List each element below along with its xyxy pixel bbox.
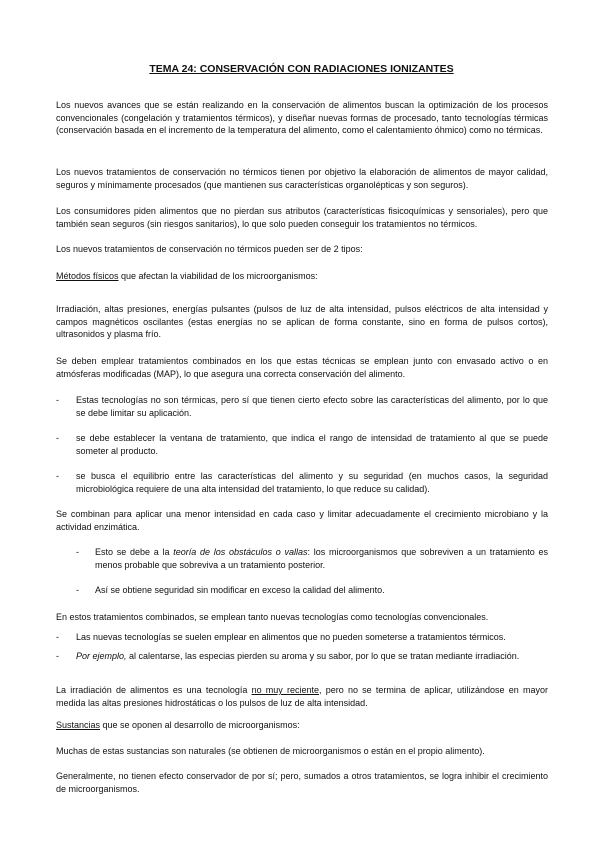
- paragraph-combined-treatments: Se deben emplear tratamientos combinados en los que estas técnicas se emplean junto con envasado activo o en atmósferas modificadas (MAP), lo que asegura una correcta conservación del alimento.: [56, 356, 548, 379]
- not-very-recent-text: no muy reciente: [251, 685, 320, 695]
- irradiation-text-a: La irradiación de alimentos es una tecnología: [56, 685, 252, 695]
- paragraph-no-preservative-effect: Generalmente, no tienen efecto conservador de por sí; pero, sumados a otros tratamientos, se logra inhibir el crecimiento de microorganismos.: [56, 771, 548, 794]
- irradiation-text-b: , pero no se termina de aplicar, utilizándose en mayor medida las altas presiones hidrostáticas o los pulsos de luz de alta intensidad.: [56, 685, 548, 708]
- list-item-example: [76, 650, 548, 663]
- page-title: TEMA 24: CONSERVACIÓN CON RADIACIONES IONIZANTES: [149, 63, 454, 75]
- heading-substances: [56, 719, 548, 732]
- list-item: Estas tecnologías no son térmicas, pero sí que tienen cierto efecto sobre las características del alimento, por lo que se debe limitar su aplicación.: [76, 395, 548, 418]
- list-item: se debe establecer la ventana de tratamiento, que indica el rango de intensidad de tratamiento al que se puede someter al producto.: [76, 433, 548, 456]
- paragraph-combine-lower-intensity: Se combinan para aplicar una menor intensidad en cada caso y limitar adecuadamente el crecimiento microbiano y la actividad enzimática.: [56, 509, 548, 532]
- bullet-marker: -: [76, 585, 79, 595]
- bullet-marker: -: [56, 471, 59, 481]
- list-item: se busca el equilibrio entre las características del alimento y su seguridad (en muchos casos, la seguridad microbiológica requiere de una alta intensidad del tratamiento, lo que reduce su calidad).: [76, 471, 548, 494]
- substances-label: Sustancias: [56, 720, 101, 730]
- paragraph-two-types: Los nuevos tratamientos de conservación no térmicos pueden ser de 2 tipos:: [56, 244, 363, 254]
- physical-methods-label: Métodos físicos: [56, 271, 119, 281]
- paragraph-consumers: Los consumidores piden alimentos que no pierdan sus atributos (características fisicoquímicas y sensoriales), pero que también sean seguros (sin riesgos sanitarios), lo que solo pueden conseguir los tratamientos no térmicos.: [56, 206, 548, 229]
- substances-rest: que se oponen al desarrollo de microorganismos:: [100, 720, 300, 730]
- physical-methods-rest: que afectan la viabilidad de los microorganismos:: [118, 271, 318, 281]
- paragraph-physical-list: Irradiación, altas presiones, energías pulsantes (pulsos de luz de alta intensidad, pulsos eléctricos de alta intensidad y campos magnéticos oscilantes (estas energías no se aplican de forma constante, sino en forma de pulsos cortos), ultrasonidos y plasma frío.: [56, 304, 548, 340]
- bullet-marker: -: [56, 651, 59, 661]
- bullet-marker: -: [56, 632, 59, 642]
- paragraph-irradiation: [56, 684, 548, 709]
- paragraph-combined-technologies: En estos tratamientos combinados, se emplean tanto nuevas tecnologías como tecnologías convencionales.: [56, 612, 489, 622]
- paragraph-natural-substances: Muchas de estas sustancias son naturales (se obtienen de microorganismos o están en el propio alimento).: [56, 746, 485, 756]
- list-item: Las nuevas tecnologías se suelen emplear en alimentos que no pueden someterse a tratamientos térmicos.: [76, 632, 506, 642]
- bullet-marker: -: [56, 395, 59, 405]
- list-item: Así se obtiene seguridad sin modificar en exceso la calidad del alimento.: [95, 585, 385, 595]
- paragraph-non-thermal-objective: Los nuevos tratamientos de conservación no térmicos tienen por objetivo la elaboración de alimentos de mayor calidad, seguros y mínimamente procesados (que mantienen sus características organolépticas y son seguros).: [56, 167, 548, 190]
- bullet-marker: -: [76, 547, 79, 557]
- example-label: Por ejemplo,: [76, 651, 127, 661]
- hurdle-text-a: Esto se debe a la: [95, 547, 174, 557]
- paragraph-intro: Los nuevos avances que se están realizando en la conservación de alimentos buscan la optimización de los procesos convencionales (congelación y tratamientos térmicos), y diseñar nuevas formas de procesado, tanto tecnologías térmicas (conservación basada en el incremento de la temperatura del alimento, como el calentamiento óhmico) como no térmicas.: [56, 100, 548, 136]
- list-item-hurdle-theory: [95, 546, 548, 571]
- hurdle-theory-term: teoría de los obstáculos o vallas: [173, 547, 308, 557]
- heading-physical-methods: [56, 270, 548, 283]
- bullet-marker: -: [56, 433, 59, 443]
- example-text: al calentarse, las especias pierden su aroma y su sabor, por lo que se tratan mediante irradiación.: [126, 651, 520, 661]
- hurdle-text-b: : los microorganismos que sobreviven a un tratamiento es menos probable que sobreviva a un tratamiento posterior.: [95, 547, 548, 570]
